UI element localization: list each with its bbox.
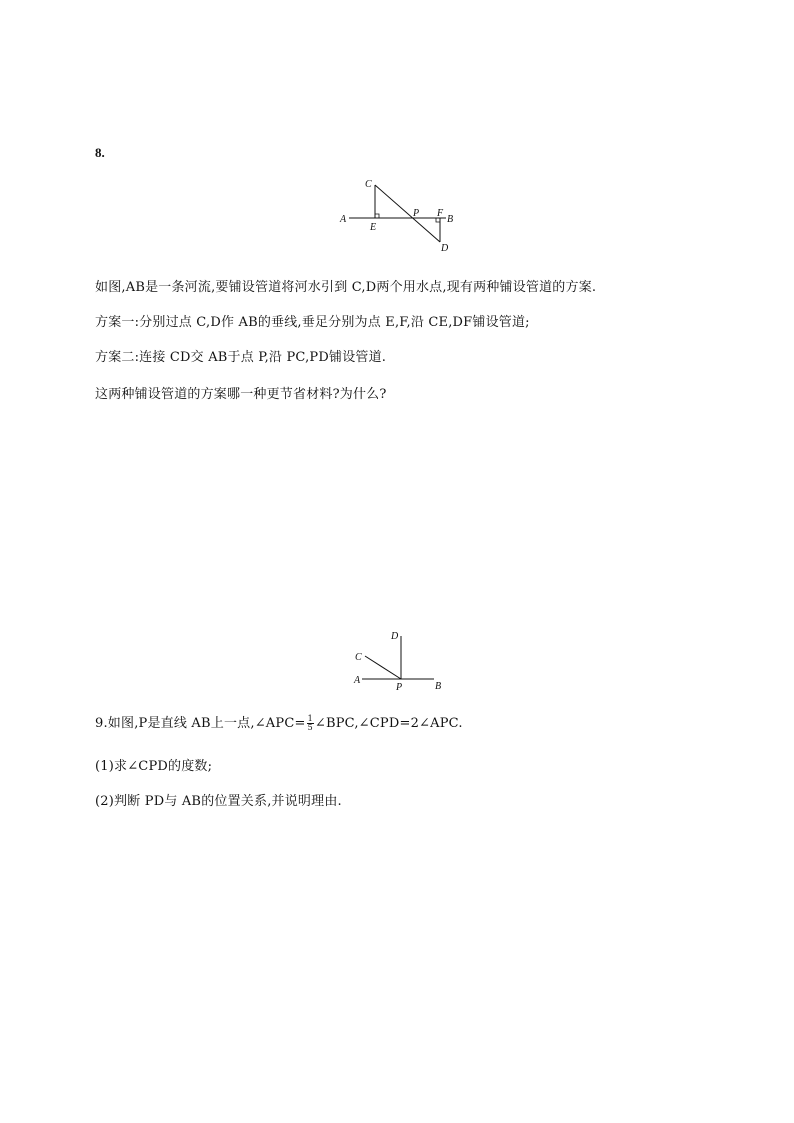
fig8-label-f: F — [437, 208, 444, 219]
q8-plan-one: 方案一:分别过点 C,D作 AB的垂线,垂足分别为点 E,F,沿 CE,DF铺设管道; — [95, 315, 530, 330]
fig8-label-p: P — [413, 208, 420, 219]
q9-frac-den: 5 — [307, 723, 313, 732]
fig8-label-d: D — [441, 243, 449, 254]
fig9-label-p: P — [396, 682, 403, 693]
q9-part2: (2)判断 PD与 AB的位置关系,并说明理由. — [95, 794, 342, 809]
fig9-label-a: A — [354, 675, 361, 686]
q9-fraction — [307, 715, 314, 732]
fig8-segment-cd — [375, 185, 440, 242]
question-8-number: 8. — [95, 145, 105, 160]
q9-stem-b: ∠BPC,∠CPD=2∠APC. — [314, 716, 463, 731]
fig8-label-b: B — [447, 214, 454, 225]
q9-stem-a: 9.如图,P是直线 AB上一点,∠APC= — [95, 716, 306, 731]
q9-stem — [95, 712, 463, 732]
fig9-ray-pc — [365, 656, 401, 679]
q8-question: 这两种铺设管道的方案哪一种更节省材料?为什么? — [95, 387, 387, 402]
fig9-label-b: B — [435, 681, 442, 692]
fig9-label-c: C — [355, 652, 362, 663]
fig9-label-d: D — [391, 631, 399, 642]
fig8-label-c: C — [365, 179, 372, 190]
fig8-right-angle-e — [375, 214, 379, 218]
q8-plan-two: 方案二:连接 CD交 AB于点 P,沿 PC,PD铺设管道. — [95, 350, 387, 365]
fig8-label-e: E — [370, 222, 377, 233]
q9-part1: (1)求∠CPD的度数; — [95, 759, 213, 774]
q8-text-line1: 如图,AB是一条河流,要铺设管道将河水引到 C,D两个用水点,现有两种铺设管道的方案. — [95, 280, 597, 295]
fig8-label-a: A — [340, 214, 347, 225]
q9-frac-num: 1 — [307, 714, 313, 723]
